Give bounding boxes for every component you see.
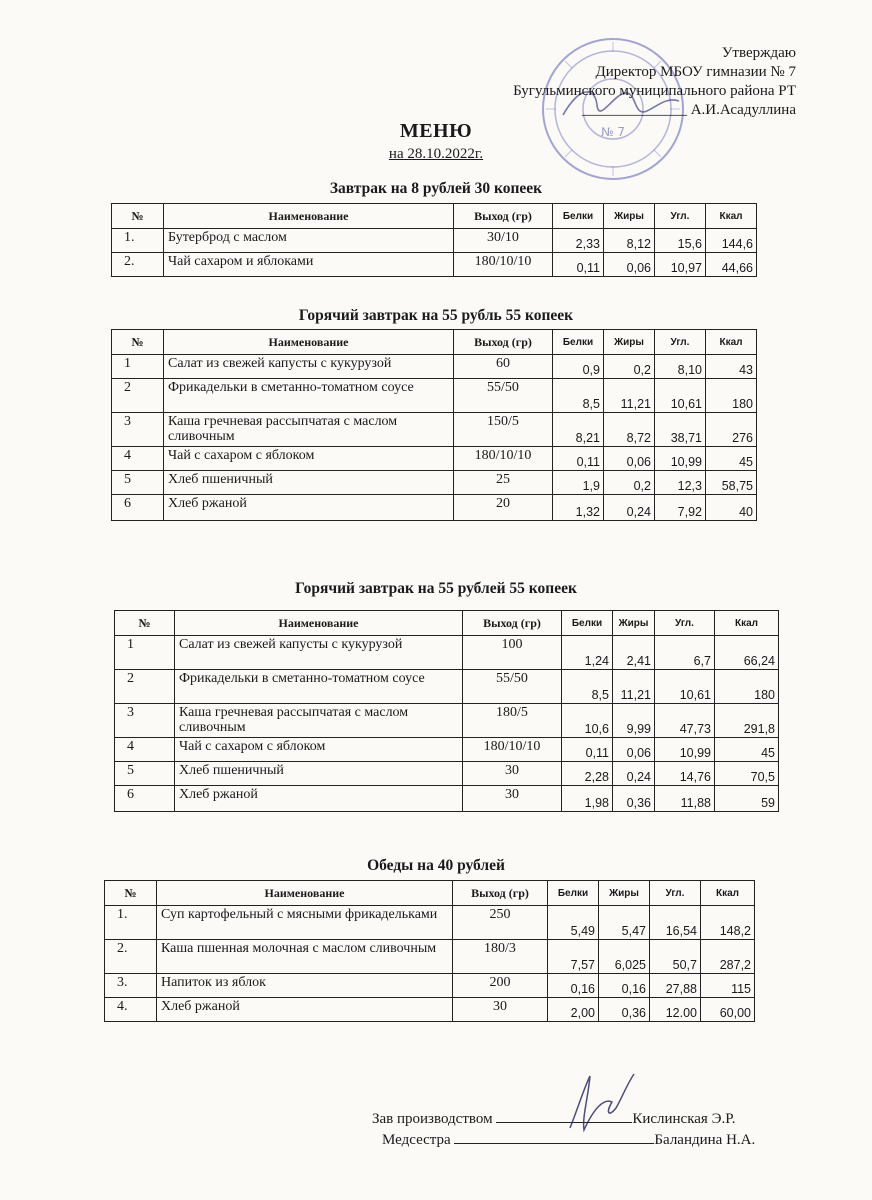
table-row	[112, 355, 757, 379]
carbs-value: 6,7	[655, 636, 715, 670]
column-header: Наименование	[164, 204, 454, 229]
carbs-value: 10,99	[655, 447, 706, 471]
table-row	[105, 998, 755, 1022]
production-name: Кислинская Э.Р.	[632, 1111, 736, 1127]
dish-name: Фрикадельки в сметанно-томатном соусе	[175, 670, 463, 704]
dish-name: Салат из свежей капусты с кукурузой	[175, 636, 463, 670]
portion-yield: 180/10/10	[454, 447, 553, 471]
portion-yield: 30/10	[454, 229, 553, 253]
portion-yield: 60	[454, 355, 553, 379]
kcal-value: 144,6	[706, 229, 757, 253]
fat-value: 0,24	[604, 495, 655, 521]
column-header: Угл.	[650, 881, 701, 906]
protein-value: 8,5	[562, 670, 613, 704]
dish-name: Чай сахаром и яблоками	[164, 253, 454, 277]
portion-yield: 180/3	[453, 940, 548, 974]
row-number: 6	[112, 495, 164, 521]
column-header: Ккал	[706, 330, 757, 355]
table-header-row	[115, 611, 779, 636]
column-header: Жиры	[613, 611, 655, 636]
dish-name: Хлеб ржаной	[157, 998, 453, 1022]
column-header: Жиры	[604, 204, 655, 229]
column-header: Жиры	[604, 330, 655, 355]
fat-value: 0,36	[613, 786, 655, 812]
row-number: 2.	[112, 253, 164, 277]
column-header: Наименование	[175, 611, 463, 636]
portion-yield: 250	[453, 906, 548, 940]
fat-value: 11,21	[604, 379, 655, 413]
row-number: 2	[112, 379, 164, 413]
portion-yield: 180/10/10	[454, 253, 553, 277]
portion-yield: 200	[453, 974, 548, 998]
carbs-value: 27,88	[650, 974, 701, 998]
carbs-value: 47,73	[655, 704, 715, 738]
column-header: Белки	[548, 881, 599, 906]
protein-value: 0,16	[548, 974, 599, 998]
nurse-name: Баландина Н.А.	[654, 1132, 756, 1148]
row-number: 1.	[112, 229, 164, 253]
fat-value: 0,2	[604, 355, 655, 379]
production-signature-line	[372, 1108, 735, 1128]
column-header: Белки	[553, 330, 604, 355]
column-header: Угл.	[655, 330, 706, 355]
page-title: МЕНЮ	[399, 120, 473, 142]
table-row	[115, 636, 779, 670]
dish-name: Фрикадельки в сметанно-томатном соусе	[164, 379, 454, 413]
table-row	[115, 670, 779, 704]
portion-yield: 180/10/10	[463, 738, 562, 762]
dish-name: Каша гречневая рассыпчатая с маслом сливочным	[164, 413, 454, 447]
column-header: Выход (гр)	[454, 204, 553, 229]
carbs-value: 38,71	[655, 413, 706, 447]
fat-value: 11,21	[613, 670, 655, 704]
column-header: Наименование	[157, 881, 453, 906]
column-header: Жиры	[599, 881, 650, 906]
approve-line: Утверждаю	[721, 45, 796, 61]
kcal-value: 58,75	[706, 471, 757, 495]
fat-value: 9,99	[613, 704, 655, 738]
section-title: Горячий завтрак на 55 рублей 55 копеек	[295, 580, 577, 597]
dish-name: Чай с сахаром с яблоком	[175, 738, 463, 762]
kcal-value: 276	[706, 413, 757, 447]
column-header: Ккал	[715, 611, 779, 636]
kcal-value: 40	[706, 495, 757, 521]
carbs-value: 10,97	[655, 253, 706, 277]
column-header: №	[112, 330, 164, 355]
fat-value: 8,72	[604, 413, 655, 447]
carbs-value: 8,10	[655, 355, 706, 379]
dish-name: Бутерброд с маслом	[164, 229, 454, 253]
column-header: Ккал	[701, 881, 755, 906]
protein-value: 10,6	[562, 704, 613, 738]
row-number: 2	[115, 670, 175, 704]
column-header: Белки	[562, 611, 613, 636]
carbs-value: 10,99	[655, 738, 715, 762]
dish-name: Хлеб пшеничный	[175, 762, 463, 786]
row-number: 4.	[105, 998, 157, 1022]
fat-value: 8,12	[604, 229, 655, 253]
menu-date: на 28.10.2022г.	[388, 146, 484, 162]
column-header: №	[115, 611, 175, 636]
portion-yield: 100	[463, 636, 562, 670]
column-header: №	[105, 881, 157, 906]
protein-value: 1,24	[562, 636, 613, 670]
protein-value: 0,11	[553, 447, 604, 471]
dish-name: Хлеб ржаной	[164, 495, 454, 521]
kcal-value: 45	[715, 738, 779, 762]
kcal-value: 180	[715, 670, 779, 704]
kcal-value: 115	[701, 974, 755, 998]
portion-yield: 30	[463, 786, 562, 812]
portion-yield: 30	[463, 762, 562, 786]
row-number: 2.	[105, 940, 157, 974]
column-header: Выход (гр)	[454, 330, 553, 355]
table-row	[112, 229, 757, 253]
dish-name: Хлеб ржаной	[175, 786, 463, 812]
row-number: 3	[115, 704, 175, 738]
portion-yield: 150/5	[454, 413, 553, 447]
section-title: Обеды на 40 рублей	[367, 857, 505, 874]
kcal-value: 59	[715, 786, 779, 812]
table-row	[112, 253, 757, 277]
carbs-value: 12.00	[650, 998, 701, 1022]
fat-value: 0,2	[604, 471, 655, 495]
menu-table	[114, 610, 779, 812]
column-header: Наименование	[164, 330, 454, 355]
table-row	[112, 379, 757, 413]
table-row	[112, 413, 757, 447]
row-number: 1	[115, 636, 175, 670]
portion-yield: 55/50	[463, 670, 562, 704]
row-number: 4	[115, 738, 175, 762]
table-row	[115, 704, 779, 738]
row-number: 1	[112, 355, 164, 379]
fat-value: 0,06	[604, 253, 655, 277]
portion-yield: 30	[453, 998, 548, 1022]
table-header-row	[112, 330, 757, 355]
dish-name: Напиток из яблок	[157, 974, 453, 998]
column-header: Угл.	[655, 204, 706, 229]
protein-value: 8,5	[553, 379, 604, 413]
fat-value: 5,47	[599, 906, 650, 940]
table-header-row	[112, 204, 757, 229]
fat-value: 0,06	[613, 738, 655, 762]
carbs-value: 10,61	[655, 670, 715, 704]
approve-line: ______________ А.И.Асадуллина	[581, 102, 796, 118]
menu-table	[111, 329, 757, 521]
row-number: 3	[112, 413, 164, 447]
carbs-value: 12,3	[655, 471, 706, 495]
fat-value: 0,24	[613, 762, 655, 786]
carbs-value: 50,7	[650, 940, 701, 974]
portion-yield: 180/5	[463, 704, 562, 738]
kcal-value: 43	[706, 355, 757, 379]
table-row	[115, 762, 779, 786]
column-header: Выход (гр)	[463, 611, 562, 636]
production-label: Зав производством	[372, 1111, 493, 1127]
row-number: 6	[115, 786, 175, 812]
kcal-value: 60,00	[701, 998, 755, 1022]
protein-value: 2,00	[548, 998, 599, 1022]
carbs-value: 15,6	[655, 229, 706, 253]
row-number: 3.	[105, 974, 157, 998]
kcal-value: 66,24	[715, 636, 779, 670]
fat-value: 6,025	[599, 940, 650, 974]
dish-name: Салат из свежей капусты с кукурузой	[164, 355, 454, 379]
protein-value: 1,9	[553, 471, 604, 495]
dish-name: Суп картофельный с мясными фрикадельками	[157, 906, 453, 940]
protein-value: 5,49	[548, 906, 599, 940]
menu-table	[111, 203, 757, 277]
protein-value: 1,98	[562, 786, 613, 812]
table-row	[112, 471, 757, 495]
carbs-value: 14,76	[655, 762, 715, 786]
kcal-value: 291,8	[715, 704, 779, 738]
column-header: Белки	[553, 204, 604, 229]
protein-value: 7,57	[548, 940, 599, 974]
row-number: 5	[112, 471, 164, 495]
row-number: 5	[115, 762, 175, 786]
protein-value: 8,21	[553, 413, 604, 447]
fat-value: 0,36	[599, 998, 650, 1022]
row-number: 1.	[105, 906, 157, 940]
table-row	[105, 940, 755, 974]
protein-value: 0,11	[553, 253, 604, 277]
table-row	[115, 738, 779, 762]
fat-value: 0,16	[599, 974, 650, 998]
kcal-value: 44,66	[706, 253, 757, 277]
carbs-value: 16,54	[650, 906, 701, 940]
protein-value: 0,9	[553, 355, 604, 379]
carbs-value: 10,61	[655, 379, 706, 413]
column-header: №	[112, 204, 164, 229]
dish-name: Каша пшенная молочная с маслом сливочным	[157, 940, 453, 974]
portion-yield: 55/50	[454, 379, 553, 413]
column-header: Угл.	[655, 611, 715, 636]
portion-yield: 25	[454, 471, 553, 495]
kcal-value: 45	[706, 447, 757, 471]
table-header-row	[105, 881, 755, 906]
kcal-value: 148,2	[701, 906, 755, 940]
dish-name: Каша гречневая рассыпчатая с маслом сливочным	[175, 704, 463, 738]
table-row	[105, 906, 755, 940]
portion-yield: 20	[454, 495, 553, 521]
table-row	[112, 495, 757, 521]
nurse-label: Медсестра	[382, 1132, 451, 1148]
fat-value: 2,41	[613, 636, 655, 670]
approve-line: Бугульминского муниципального района РТ	[513, 83, 796, 99]
menu-table	[104, 880, 755, 1022]
production-signature-icon	[560, 1068, 640, 1138]
protein-value: 1,32	[553, 495, 604, 521]
section-title: Горячий завтрак на 55 рубль 55 копеек	[298, 307, 574, 324]
protein-value: 2,33	[553, 229, 604, 253]
kcal-value: 180	[706, 379, 757, 413]
approve-line: Директор МБОУ гимназии № 7	[595, 64, 796, 80]
section-title: Завтрак на 8 рублей 30 копеек	[329, 180, 543, 197]
column-header: Выход (гр)	[453, 881, 548, 906]
fat-value: 0,06	[604, 447, 655, 471]
dish-name: Хлеб пшеничный	[164, 471, 454, 495]
carbs-value: 11,88	[655, 786, 715, 812]
table-row	[115, 786, 779, 812]
column-header: Ккал	[706, 204, 757, 229]
protein-value: 0,11	[562, 738, 613, 762]
kcal-value: 70,5	[715, 762, 779, 786]
dish-name: Чай с сахаром с яблоком	[164, 447, 454, 471]
approval-block	[513, 44, 796, 120]
table-row	[112, 447, 757, 471]
kcal-value: 287,2	[701, 940, 755, 974]
protein-value: 2,28	[562, 762, 613, 786]
stamp-text: № 7	[601, 125, 625, 139]
table-row	[105, 974, 755, 998]
row-number: 4	[112, 447, 164, 471]
carbs-value: 7,92	[655, 495, 706, 521]
